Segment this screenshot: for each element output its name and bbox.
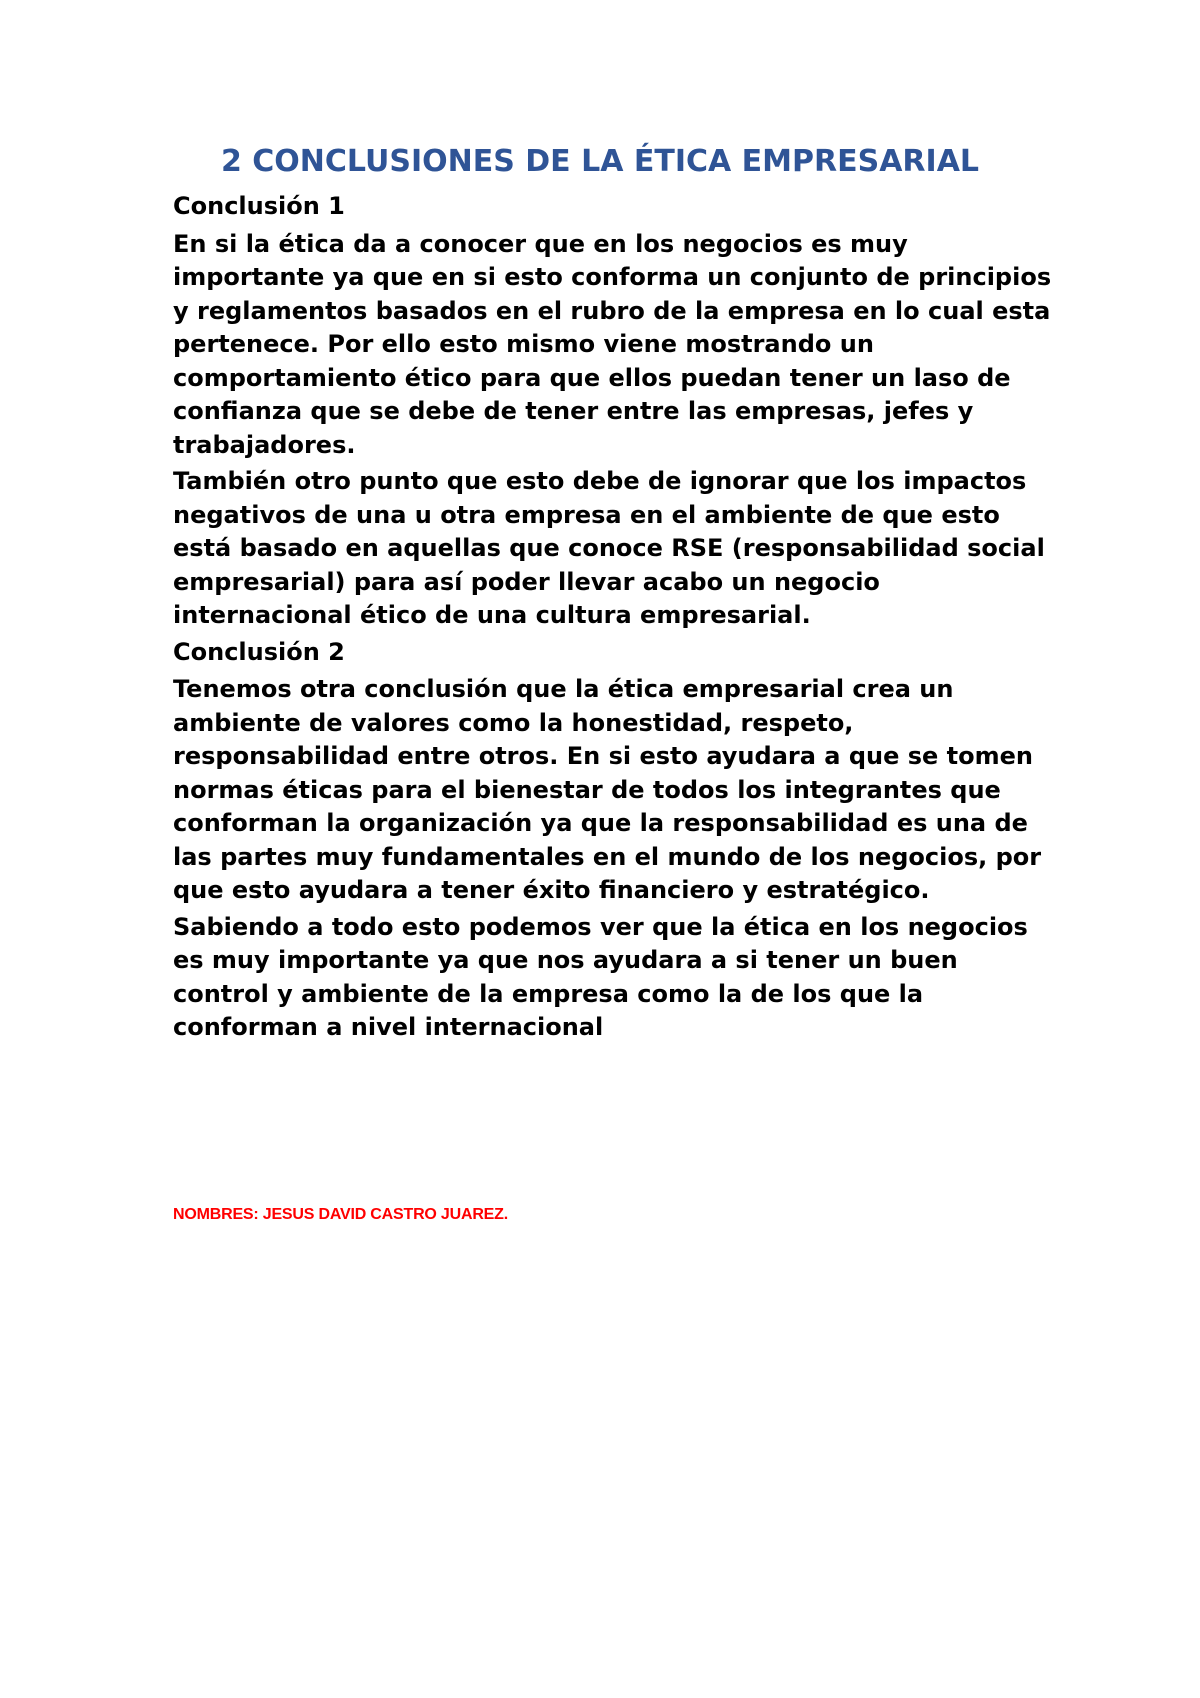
section-2-paragraph-1: Tenemos otra conclusión que la ética empresarial crea un ambiente de valores como la honestidad, respeto, responsabilidad entre otros. En si esto ayudara a que se tomen normas éticas para el bienestar de todos los integrantes que conforman la organización ya que la responsabilidad es una de las partes muy fundamentales en el mundo de los negocios, por que esto ayudara a tener éxito financiero y estratégico. — [173, 675, 1042, 904]
section-heading-conclusion-1: Conclusión 1 — [173, 192, 345, 220]
section-heading-conclusion-2: Conclusión 2 — [173, 637, 345, 666]
section-1-paragraph-1: En si la ética da a conocer que en los negocios es muy importante ya que en si esto conforma un conjunto de principios y reglamentos basados en el rubro de la empresa en lo cual esta pertenece. Por ello esto mismo viene mostrando un comportamiento ético para que ellos puedan tener un laso de confianza que se debe de tener entre las empresas, jefes y trabajadores. — [173, 229, 1052, 459]
document-body — [173, 190, 1053, 1048]
section-1-paragraph-2: También otro punto que esto debe de ignorar que los impactos negativos de una u otra empresa en el ambiente de que esto está basado en aquellas que conoce RSE (responsabilidad social empresarial) para así poder llevar acabo un negocio internacional ético de una cultura empresarial. — [173, 467, 1045, 629]
author-names: NOMBRES: JESUS DAVID CASTRO JUAREZ. — [173, 1206, 508, 1223]
document-title: 2 CONCLUSIONES DE LA ÉTICA EMPRESARIAL — [220, 144, 980, 179]
section-2-paragraph-2: Sabiendo a todo esto podemos ver que la ética en los negocios es muy importante ya que nos ayudara a si tener un buen control y ambiente de la empresa como la de los que la conforman a nivel internacional — [173, 912, 1028, 1041]
